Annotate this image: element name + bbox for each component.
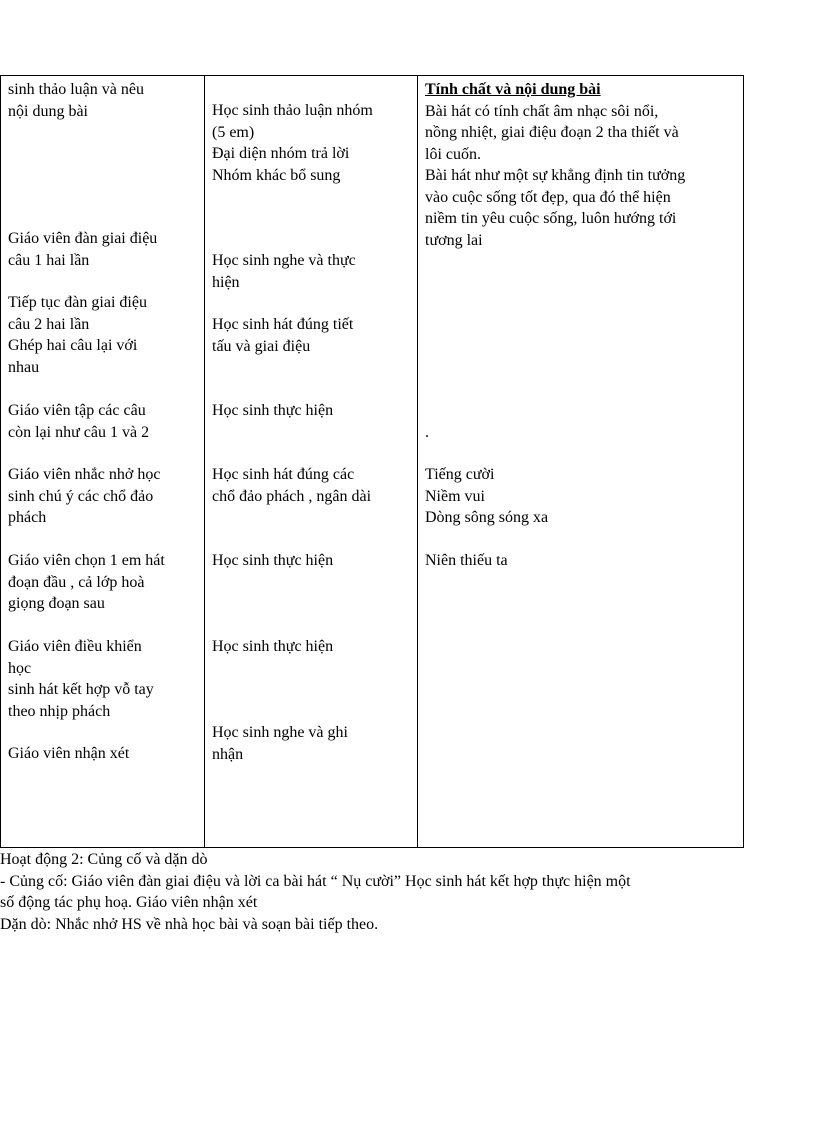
text-line: Tiếp tục đàn giai điệu: [8, 294, 147, 311]
text-line: theo nhịp phách: [8, 702, 111, 720]
text-line: Học sinh nghe và ghi: [212, 724, 348, 741]
student-cell: [212, 400, 413, 422]
text-line: Nhóm khác bổ sung: [212, 166, 341, 184]
student-cell: [212, 250, 413, 293]
consolidation-line: số động tác phụ hoạ. Giáo viên nhận xét: [0, 894, 258, 911]
text-line: Giáo viên đàn giai điệu: [8, 230, 158, 247]
text-line: nồng nhiệt, giai điệu đoạn 2 tha thiết và: [425, 124, 679, 141]
teacher-cell: [8, 292, 200, 378]
activity-2-summary: [0, 849, 816, 935]
teacher-cell: [8, 743, 200, 765]
teacher-cell: [8, 400, 200, 443]
text-line: Niềm vui: [425, 487, 485, 505]
text-line: Ghép hai câu lại với: [8, 337, 138, 354]
text-line: chổ đảo phách , ngân dài: [212, 487, 372, 505]
text-line: Học sinh hát đúng các: [212, 466, 355, 483]
student-cell: [212, 550, 413, 572]
text-line: học: [8, 659, 32, 677]
text-line: sinh thảo luận và nêu: [8, 81, 144, 98]
text-line: câu 1 hai lần: [8, 251, 90, 269]
student-cell: [212, 100, 413, 186]
homework-line: Dặn dò: Nhắc nhở HS về nhà học bài và soạn bài tiếp theo.: [0, 915, 379, 933]
activity-title: Hoạt động 2: Củng cố và dặn dò: [0, 851, 208, 868]
content-cell: [425, 464, 739, 529]
text-line: (5 em): [212, 123, 255, 141]
text-line: Giáo viên điều khiển: [8, 638, 142, 655]
student-cell: [212, 464, 413, 507]
text-line: niềm tin yêu cuộc sống, luôn hướng tới: [425, 210, 677, 227]
content-heading: Tính chất và nội dung bài: [425, 81, 601, 98]
content-cell: [425, 79, 739, 251]
text-line: tấu và giai điệu: [212, 337, 311, 355]
teacher-cell: [8, 79, 200, 122]
text-line: Niên thiếu ta: [425, 552, 508, 569]
teacher-cell: [8, 550, 200, 615]
text-line: Tiếng cười: [425, 466, 495, 483]
text-line: Bài hát như một sự khẳng định tin tưởng: [425, 167, 686, 184]
text-line: Giáo viên nhận xét: [8, 745, 130, 762]
text-line: Giáo viên chọn 1 em hát: [8, 552, 165, 569]
consolidation-line: - Củng cố: Giáo viên đàn giai điệu và lời ca bài hát “ Nụ cười” Học sinh hát kết hợp thực hiện một: [0, 872, 631, 890]
text-line: lôi cuốn.: [425, 145, 481, 163]
text-line: Bài hát có tính chất âm nhạc sôi nổi,: [425, 102, 659, 120]
lesson-table: [0, 75, 744, 848]
text-line: vào cuộc sống tốt đẹp, qua đó thể hiện: [425, 188, 671, 206]
lesson-content-column: [418, 76, 743, 847]
text-line: Giáo viên nhắc nhở học: [8, 466, 161, 483]
student-cell: [212, 314, 413, 357]
text-line: Học sinh hát đúng tiết: [212, 316, 354, 333]
text-line: sinh hát kết hợp vỗ tay: [8, 681, 154, 698]
text-line: Đại diện nhóm trả lời: [212, 145, 350, 162]
text-line: giọng đoạn sau: [8, 595, 105, 612]
teacher-cell: [8, 464, 200, 529]
text-line: Học sinh thực hiện: [212, 552, 334, 569]
teacher-cell: [8, 228, 200, 271]
text-line: Dòng sông sóng xa: [425, 509, 549, 526]
text-line: Học sinh thảo luận nhóm: [212, 102, 373, 119]
text-line: nội dung bài: [8, 102, 88, 120]
text-line: nhận: [212, 745, 244, 763]
text-line: câu 2 hai lần: [8, 315, 90, 333]
content-cell: [425, 422, 739, 444]
student-cell: [212, 636, 413, 658]
content-cell: [425, 550, 739, 572]
student-activity-column: [205, 76, 418, 847]
text-line: còn lại như câu 1 và 2: [8, 423, 150, 441]
text-line: Học sinh thực hiện: [212, 402, 334, 419]
text-line: phách: [8, 509, 47, 526]
text-line: Học sinh nghe và thực: [212, 252, 356, 269]
student-cell: [212, 722, 413, 765]
text-line: .: [425, 424, 429, 441]
teacher-cell: [8, 636, 200, 722]
teacher-activity-column: [1, 76, 205, 847]
text-line: đoạn đầu , cả lớp hoà: [8, 573, 145, 591]
text-line: hiện: [212, 273, 240, 291]
text-line: Giáo viên tập các câu: [8, 402, 146, 419]
text-line: tương lai: [425, 231, 483, 249]
text-line: Học sinh thực hiện: [212, 638, 334, 655]
text-line: nhau: [8, 358, 40, 376]
text-line: sinh chú ý các chổ đảo: [8, 487, 154, 505]
